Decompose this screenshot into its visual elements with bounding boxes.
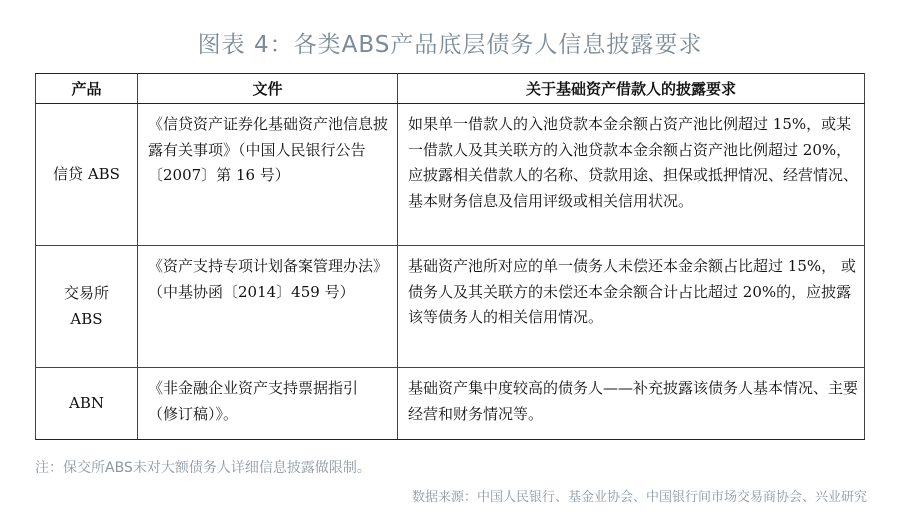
data-source: 数据来源：中国人民银行、基金业协会、中国银行间市场交易商协会、兴业研究 [411,490,867,505]
figure-title: 图表 4：各类ABS产品底层债务人信息披露要求 [197,32,703,58]
table-row [36,104,865,246]
document-cell: 《信贷资产证券化基础资产池信息披露有关事项》（中国人民银行公告〔2007〕第 16 号） [138,104,398,246]
header-product: 产品 [36,74,138,104]
product-cell [36,246,138,368]
product-label: 交易所 [63,284,109,302]
requirement-cell: 基础资产池所对应的单一债务人未偿还本金余额占比超过 15%， 或债务人及其关联方的未偿还本金余额合计占比超过 20%的，应披露该等债务人的相关信用情况。 [398,246,865,368]
header-document: 文件 [138,74,398,104]
product-cell [36,368,138,440]
product-cell [36,104,138,246]
requirement-cell: 基础资产集中度较高的债务人——补充披露该债务人基本情况、主要经营和财务情况等。 [398,368,865,440]
table-row [36,368,865,440]
product-label: ABN [69,393,104,412]
document-cell: 《非金融企业资产支持票据指引 （修订稿）》。 [138,368,398,440]
table-header-row [36,74,865,104]
document-cell: 《资产支持专项计划备案管理办法》（中基协函〔2014〕459 号） [138,246,398,368]
product-label: 信贷 ABS [53,164,120,183]
table-note: 注：保交所ABS未对大额债务人详细信息披露做限制。 [35,460,371,476]
disclosure-requirements-table [35,73,865,440]
header-requirement: 关于基础资产借款人的披露要求 [398,74,865,104]
product-label: ABS [70,309,103,328]
table-row [36,246,865,368]
requirement-cell: 如果单一借款人的入池贷款本金余额占资产池比例超过 15%，或某一借款人及其关联方的入池贷款本金余额占资产池比例超过 20%，应披露相关借款人的名称、贷款用途、担保或抵押情况、经营情况、基本财务信息及信用评级或相关信用状况。 [398,104,865,246]
